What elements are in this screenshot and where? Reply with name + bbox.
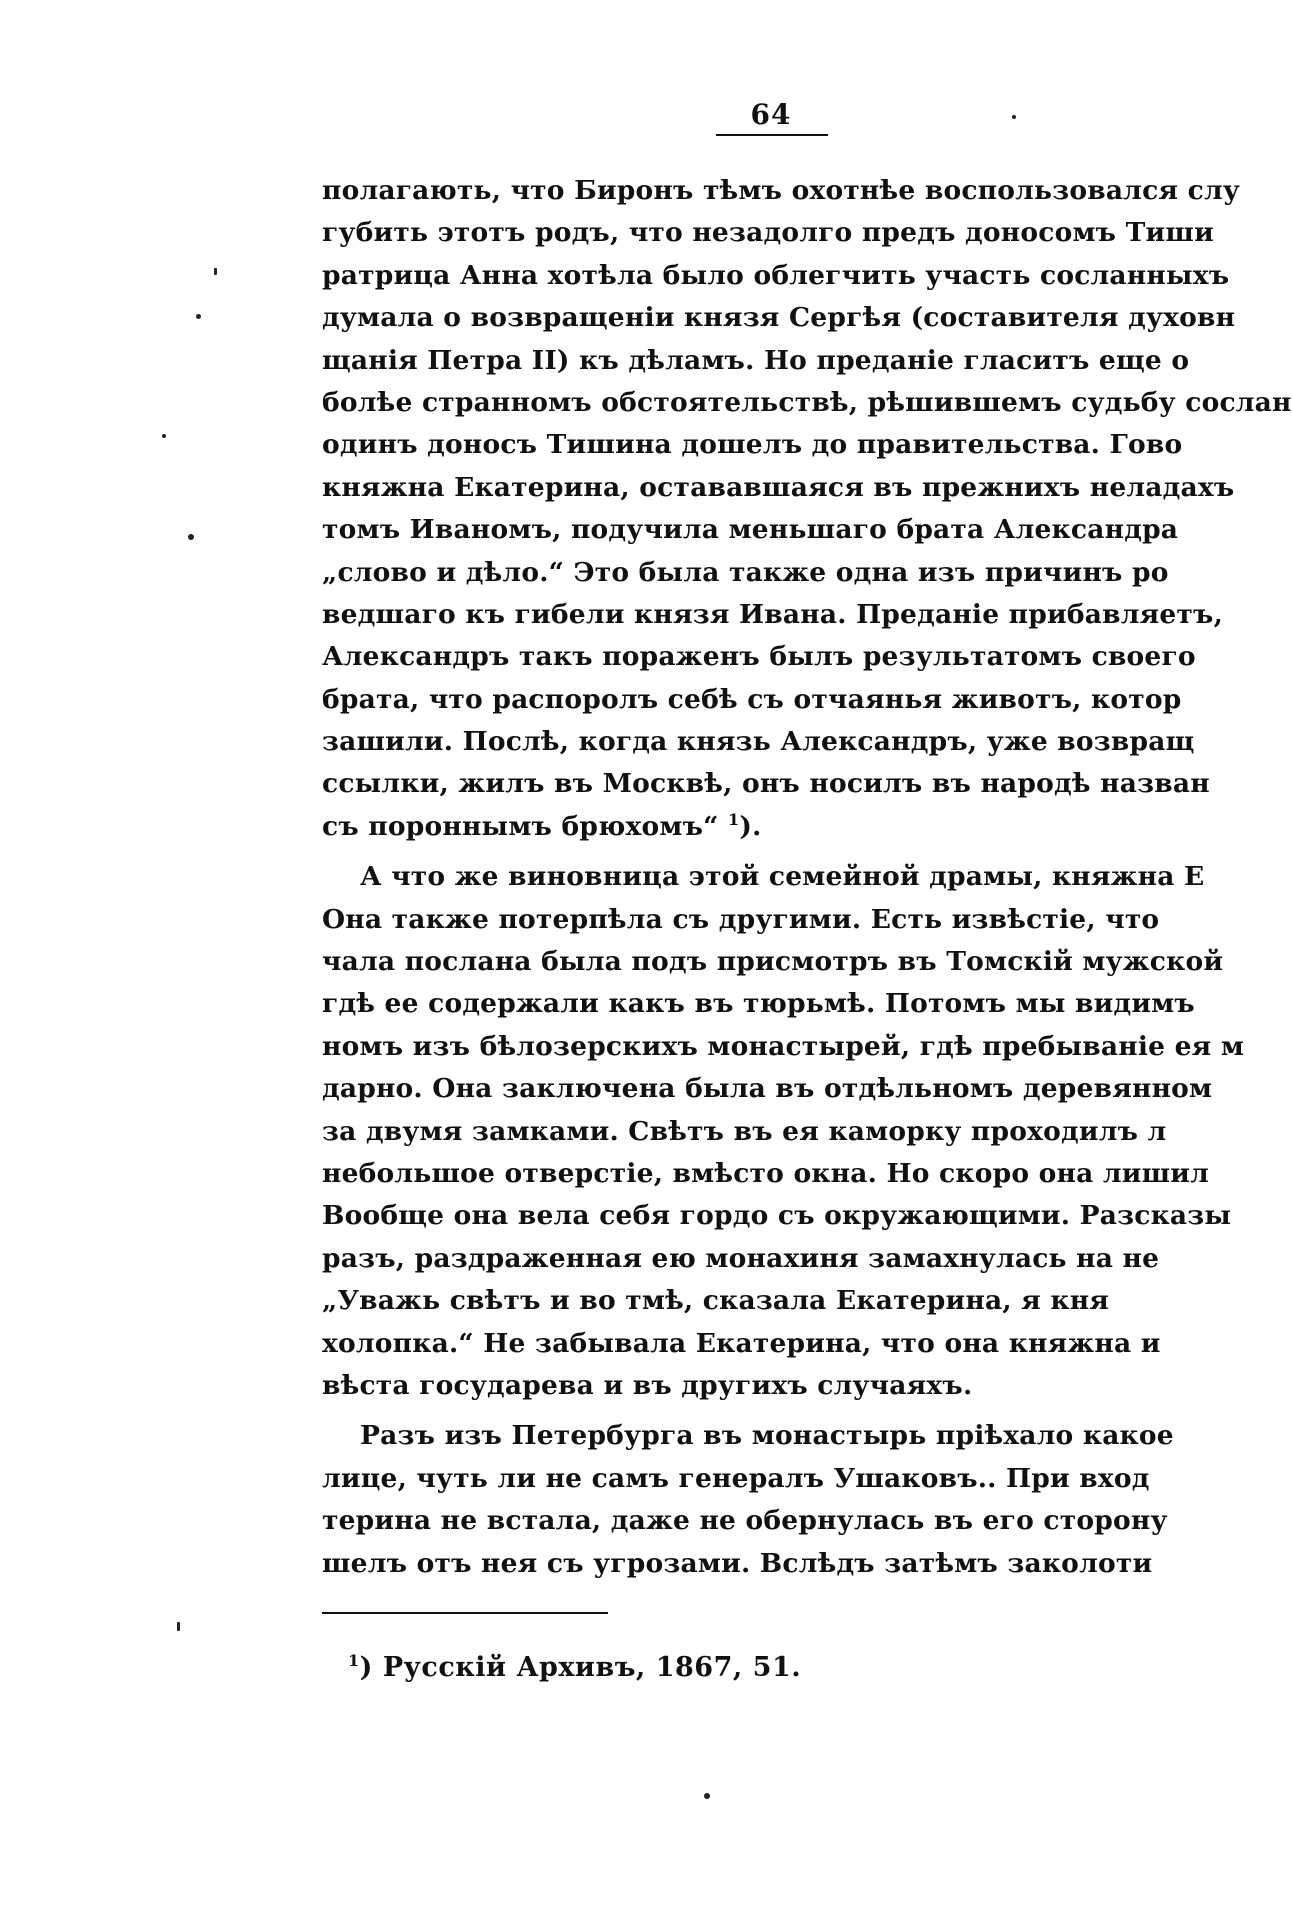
text-line: одинъ доносъ Тишина дошелъ до правительства. Гово bbox=[322, 429, 1183, 461]
body-text bbox=[322, 170, 1292, 1585]
text-line: „Уважь свѣтъ и во тмѣ, сказала Екатерина, я кня bbox=[322, 1285, 1110, 1317]
text-line: лице, чуть ли не самъ генералъ Ушаковъ.. При вход bbox=[322, 1462, 1150, 1494]
text-line: Она также потерпѣла съ другими. Есть извѣстіе, что bbox=[322, 903, 1160, 935]
paragraph-3 bbox=[322, 1415, 1174, 1585]
text-line: щанія Петра II) къ дѣламъ. Но преданіе гласитъ еще о bbox=[322, 344, 1190, 376]
scan-speck bbox=[214, 268, 217, 275]
scan-speck bbox=[704, 1793, 710, 1799]
text-line: Александръ такъ пораженъ былъ результатомъ своего bbox=[322, 641, 1196, 673]
text-line: чала послана была подъ присмотръ въ Томскій мужской bbox=[322, 946, 1224, 978]
text-line: Вообще она вела себя гордо съ окружающими. Разсказы bbox=[322, 1200, 1232, 1232]
text-line: болѣе странномъ обстоятельствѣ, рѣшившемъ судьбу сослан bbox=[322, 386, 1292, 418]
scan-speck bbox=[196, 314, 201, 319]
footnote-ref[interactable]: 1 bbox=[727, 809, 740, 829]
text-line: гдѣ ее содержали какъ въ тюрьмѣ. Потомъ мы видимъ bbox=[322, 988, 1195, 1020]
page-number: 64 bbox=[750, 98, 792, 131]
text-line: дарно. Она заключена была въ отдѣльномъ деревянном bbox=[322, 1073, 1213, 1105]
text-line: ссылки, жилъ въ Москвѣ, онъ носилъ въ народѣ назван bbox=[322, 768, 1210, 800]
text-line: ведшаго къ гибели князя Ивана. Преданіе прибавляетъ, bbox=[322, 598, 1224, 630]
text-line: княжна Екатерина, остававшаяся въ прежнихъ неладахъ bbox=[322, 471, 1235, 503]
footnote-text: ) Русскій Архивъ, 1867, 51. bbox=[359, 1652, 802, 1683]
text-line: ратрица Анна хотѣла было облегчить участь сосланныхъ bbox=[322, 259, 1230, 291]
text-line: разъ, раздраженная ею монахиня замахнулась на не bbox=[322, 1242, 1160, 1274]
paragraph-1 bbox=[322, 170, 1292, 848]
paragraph-2 bbox=[322, 856, 1245, 1407]
scan-speck bbox=[177, 1622, 180, 1631]
text-line: за двумя замками. Свѣтъ въ ея каморку проходилъ л bbox=[322, 1115, 1167, 1147]
text-line: думала о возвращеніи князя Сергѣя (составителя духовн bbox=[322, 302, 1236, 334]
text-line: зашили. Послѣ, когда князь Александръ, уже возвращ bbox=[322, 726, 1195, 758]
text-line: полагають, что Биронъ тѣмъ охотнѣе воспользовался слу bbox=[322, 175, 1240, 206]
footnote-marker: 1 bbox=[348, 1651, 360, 1670]
page-number-rule bbox=[716, 134, 828, 136]
text-line-with-footnote-ref bbox=[322, 806, 1060, 848]
scan-speck bbox=[1012, 115, 1016, 119]
text-line: терина не встала, даже не обернулась въ его сторону bbox=[322, 1505, 1168, 1537]
text-line-tail: съ пороннымъ брюхомъ“ bbox=[322, 810, 719, 842]
text-line: шелъ отъ нея съ угрозами. Вслѣдъ затѣмъ заколоти bbox=[322, 1547, 1153, 1579]
footnote bbox=[348, 1652, 801, 1683]
footnote-rule bbox=[322, 1612, 608, 1614]
text-line: „слово и дѣло.“ Это была также одна изъ причинъ ро bbox=[322, 556, 1169, 588]
text-line: вѣста государева и въ другихъ случаяхъ. bbox=[322, 1369, 973, 1401]
text-line: холопка.“ Не забывала Екатерина, что она княжна и bbox=[322, 1327, 1161, 1359]
text-line: томъ Иваномъ, подучила меньшаго брата Александра bbox=[322, 514, 1179, 546]
text-line: небольшое отверстіе, вмѣсто окна. Но скоро она лишил bbox=[322, 1157, 1210, 1189]
text-line: номъ изъ бѣлозерскихъ монастырей, гдѣ пребываніе ея м bbox=[322, 1030, 1245, 1062]
text-line: Разъ изъ Петербурга въ монастырь пріѣхало какое bbox=[360, 1420, 1174, 1452]
text-line: губить этотъ родъ, что незадолго предъ доносомъ Тиши bbox=[322, 217, 1214, 249]
closing-punctuation: ). bbox=[739, 810, 762, 842]
scan-speck bbox=[188, 534, 194, 540]
scan-speck bbox=[162, 434, 166, 438]
text-line: брата, что распоролъ себѣ съ отчаянья животъ, котор bbox=[322, 683, 1182, 715]
text-line: А что же виновница этой семейной драмы, княжна Е bbox=[360, 861, 1205, 893]
